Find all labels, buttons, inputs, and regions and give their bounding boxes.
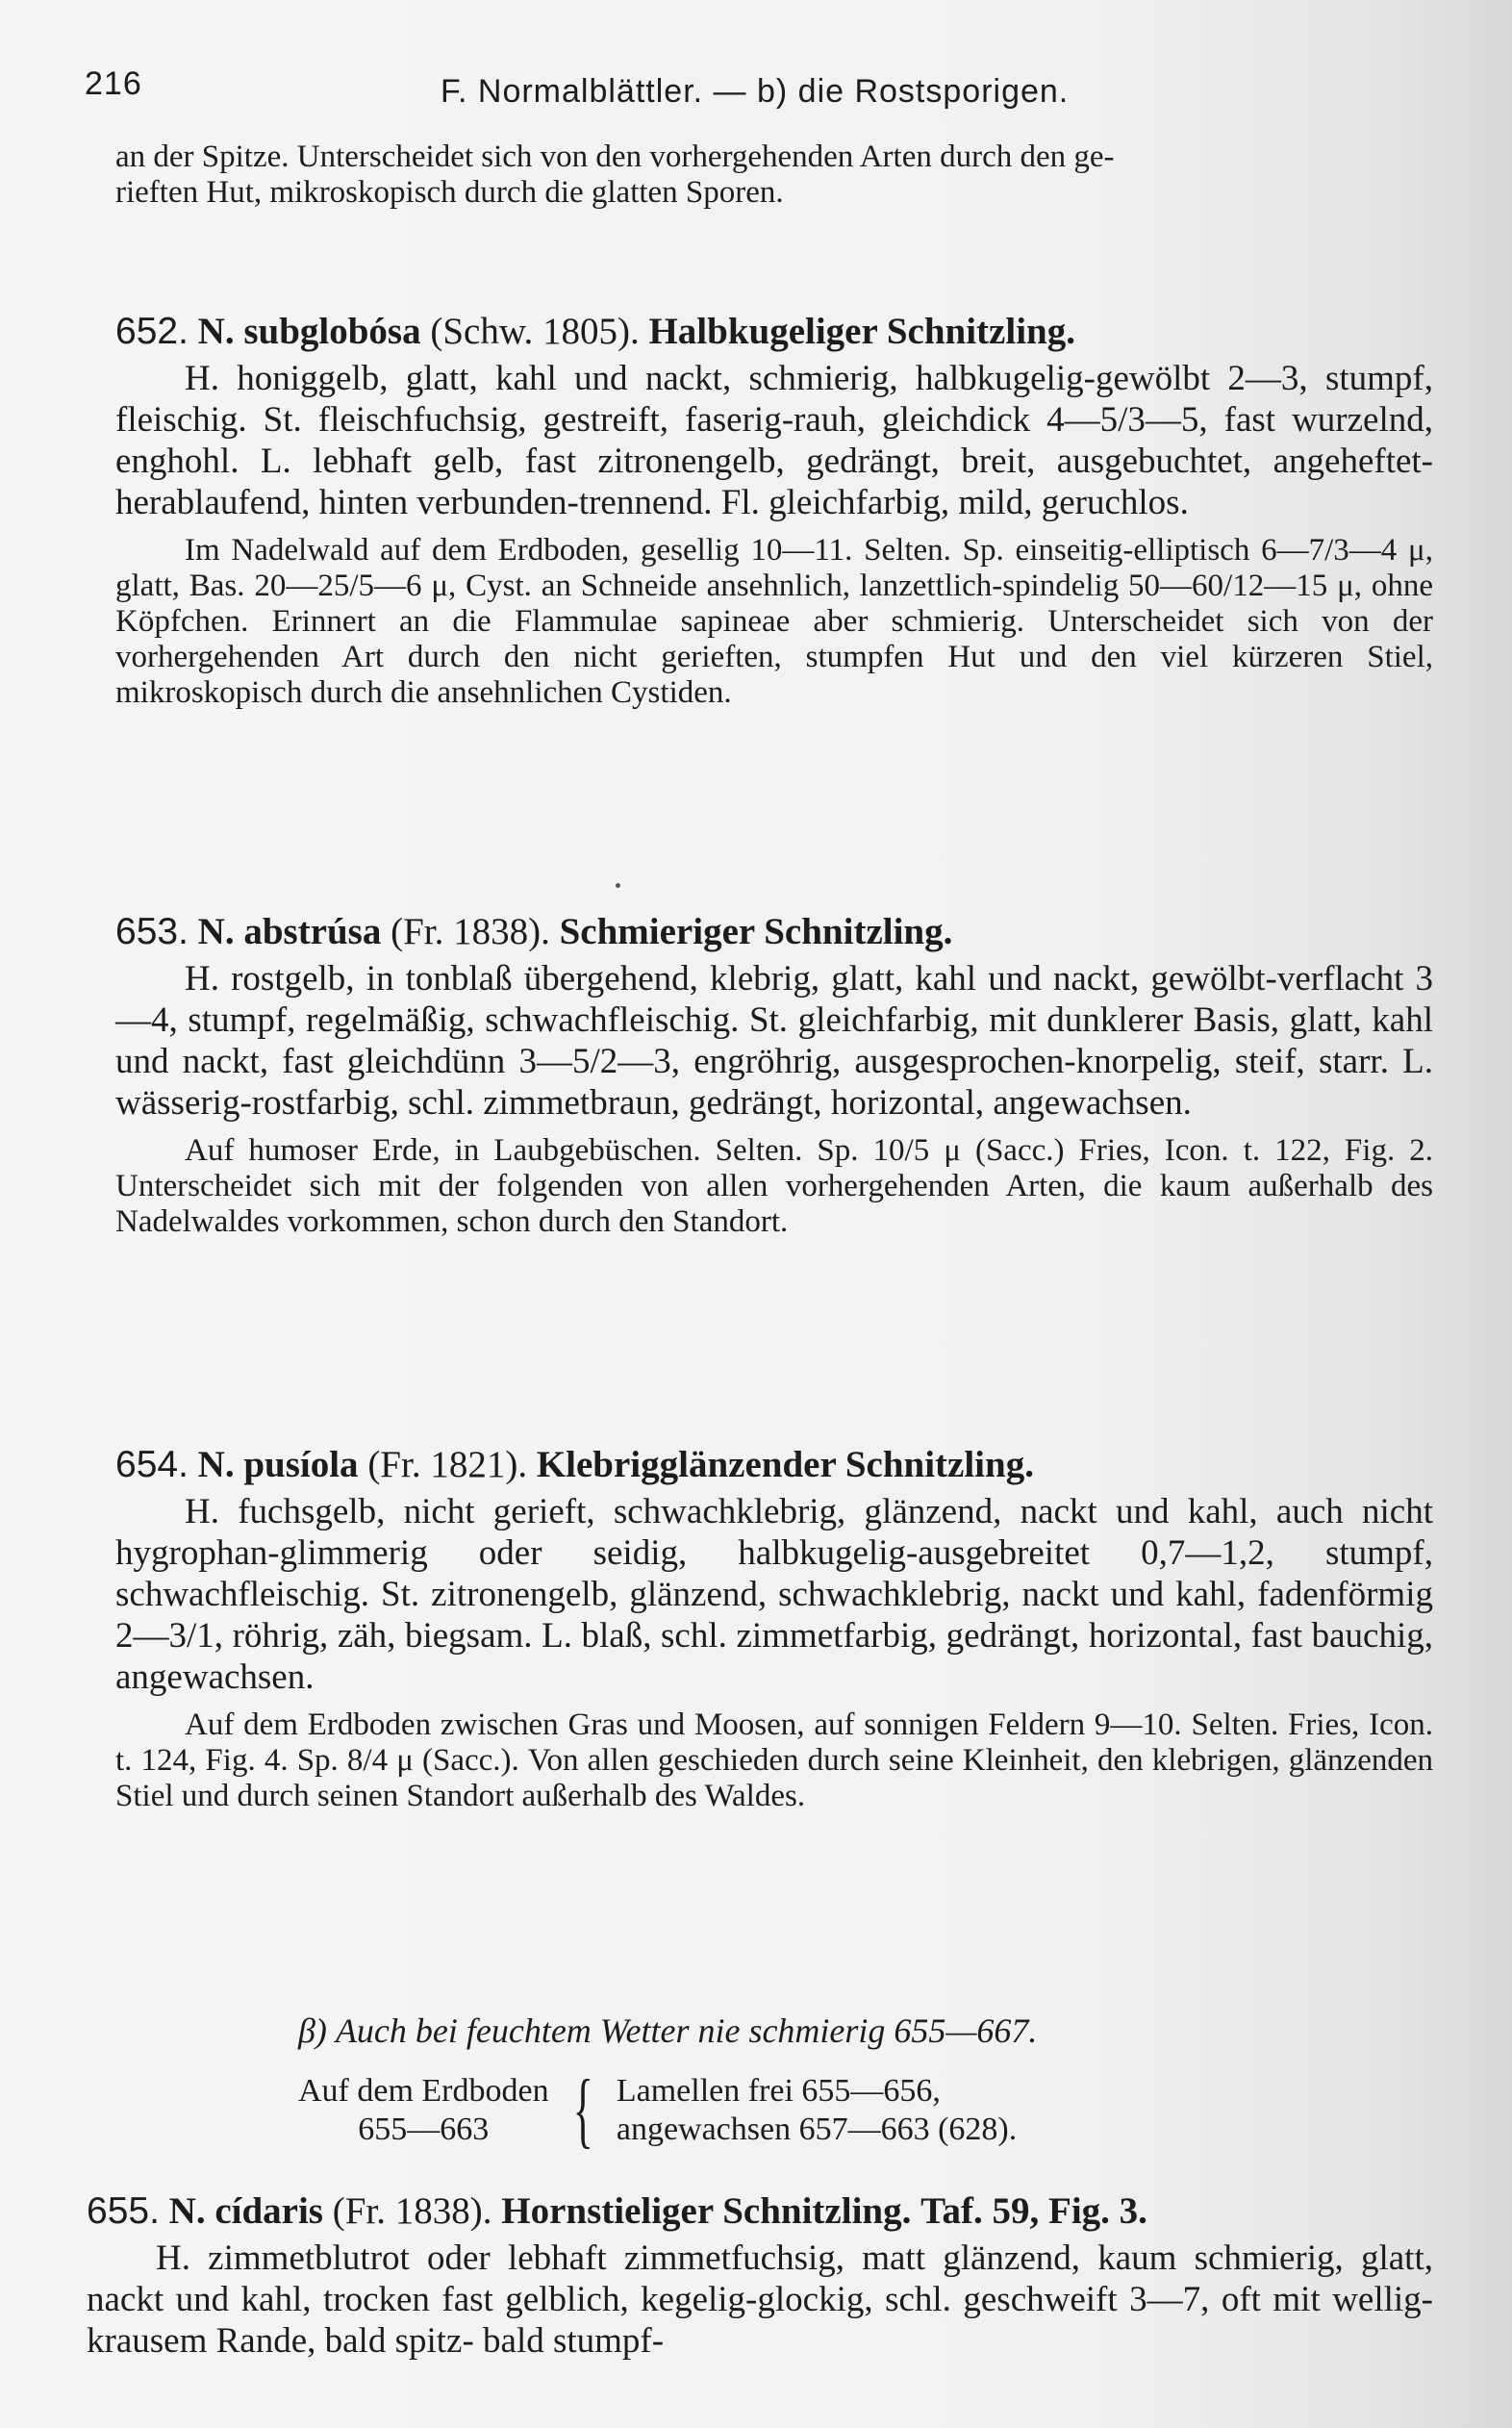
species-author: (Fr. 1838). [391,911,550,952]
running-head: F. Normalblättler. — b) die Rostsporigen. [441,73,1070,110]
entry-number: 654. [115,1444,189,1485]
common-name: Hornstieliger Schnitzling. [501,2190,912,2232]
page-header [75,60,1460,108]
entry-heading [115,310,1433,354]
entry-description: H. fuchsgelb, nicht gerieft, schwachklebrig, glänzend, nackt und kahl, auch nicht hygrophan-glimmerig oder seidig, halbkugelig-ausgebreitet 0,7—1,2, stumpf, schwachfleischig. St. zitronengelb, glänzend, schwachklebrig, nackt und kahl, fadenförmig 2—3/1, röhrig, zäh, biegsam. L. blaß, schl. zimmetfarbig, gedrängt, horizontal, fast bauchig, angewachsen. [115,1492,1433,1697]
species-name: N. abstrúsa [197,911,382,952]
species-author: (Schw. 1805). [430,311,640,352]
key-left-line: Auf dem Erdboden [298,2073,549,2109]
key-right-line: angewachsen 657—663 (628). [616,2112,1018,2147]
species-name: N. pusíola [197,1444,359,1485]
entry-number: 653. [115,911,189,952]
entry-654 [115,1443,1433,1814]
page-number: 216 [85,65,142,102]
entry-description: H. rostgelb, in tonblaß übergehend, klebrig, glatt, kahl und nackt, gewölbt-verflacht 3—4, stumpf, regelmäßig, schwachfleischig. St. gleichfarbig, mit dunklerer Basis, glatt, kahl und nackt, fast gleichdünn 3—5/2—3, engröhrig, ausgesprochen-knorpelig, steif, starr. L. wässerig-rostfarbig, schl. zimmetbraun, gedrängt, horizontal, angewachsen. [115,959,1433,1123]
key-right [617,2072,1017,2149]
entry-notes: Im Nadelwald auf dem Erdboden, gesellig 10—11. Selten. Sp. einseitig-elliptisch 6—7/3—4 μ, glatt, Bas. 20—25/5—6 μ, Cyst. an Schneide ansehnlich, lanzettlich-spindelig 50—60/12—15 μ, ohne Köpfchen. Erinnert an die Flammulae sapineae aber schmierig. Unterscheidet sich von der vorhergehenden Art durch den nicht gerieften, stumpfen Hut und den viel kürzeren Stiel, mikroskopisch durch die ansehnlichen Cystiden. [115,533,1433,710]
key-left [298,2072,549,2149]
entry-heading [115,910,1433,954]
intro-line: an der Spitze. Unterscheidet sich von den vorhergehenden Arten durch den ge- [115,139,1115,174]
entry-655 [87,2189,1433,2362]
entry-heading [87,2189,1433,2234]
brace-icon: { [572,2063,593,2157]
beta-heading: β) Auch bei feuchtem Wetter nie schmierig 655—667. [298,2011,1038,2050]
separator-dot [616,883,620,888]
entry-heading [115,1443,1433,1487]
intro-line: rieften Hut, mikroskopisch durch die glatten Sporen. [115,175,784,210]
key-brace [298,2063,1260,2157]
entry-description: H. zimmetblutrot oder lebhaft zimmetfuchsig, matt glänzend, kaum schmierig, glatt, nackt und kahl, trocken fast gelblich, kegelig-glockig, schl. geschweift 3—7, oft mit wellig-krausem Rande, bald spitz- bald stumpf- [87,2238,1433,2361]
entry-notes: Auf humoser Erde, in Laubgebüschen. Selten. Sp. 10/5 μ (Sacc.) Fries, Icon. t. 122, Fig. 2. Unterscheidet sich mit der folgenden von allen vorhergehenden Arten, die kaum außerhalb des Nadelwaldes vorkommen, schon durch den Standort. [115,1133,1433,1239]
entry-number: 655. [87,2190,160,2232]
common-name: Klebrigglänzender Schnitzling. [536,1444,1034,1485]
intro-paragraph [115,139,1433,211]
species-author: (Fr. 1821). [367,1444,528,1485]
entry-653 [115,910,1433,1240]
beta-section [298,2011,1260,2157]
key-right-line: Lamellen frei 655—656, [616,2073,941,2109]
entry-652 [115,310,1433,711]
plate-reference: Taf. 59, Fig. 3. [920,2190,1147,2232]
entry-notes: Auf dem Erdboden zwischen Gras und Moosen, auf sonnigen Feldern 9—10. Selten. Fries, Icon. t. 124, Fig. 4. Sp. 8/4 μ (Sacc.). Von allen geschieden durch seine Kleinheit, den klebrigen, glänzenden Stiel und durch seinen Standort außerhalb des Waldes. [115,1707,1433,1813]
species-name: N. cídaris [168,2190,323,2232]
species-author: (Fr. 1838). [332,2190,492,2232]
entry-description: H. honiggelb, glatt, kahl und nackt, schmierig, halbkugelig-gewölbt 2—3, stumpf, fleischig. St. fleischfuchsig, gestreift, faserig-rauh, gleichdick 4—5/3—5, fast wurzelnd, enghohl. L. lebhaft gelb, fast zitronengelb, gedrängt, breit, ausgebuchtet, angeheftet-herablaufend, hinten verbunden-trennend. Fl. gleichfarbig, mild, geruchlos. [115,359,1433,522]
species-name: N. subglobósa [197,311,421,352]
entry-number: 652. [115,311,189,352]
common-name: Halbkugeliger Schnitzling. [648,311,1075,352]
key-left-line: 655—663 [358,2112,490,2147]
common-name: Schmieriger Schnitzling. [559,911,953,952]
